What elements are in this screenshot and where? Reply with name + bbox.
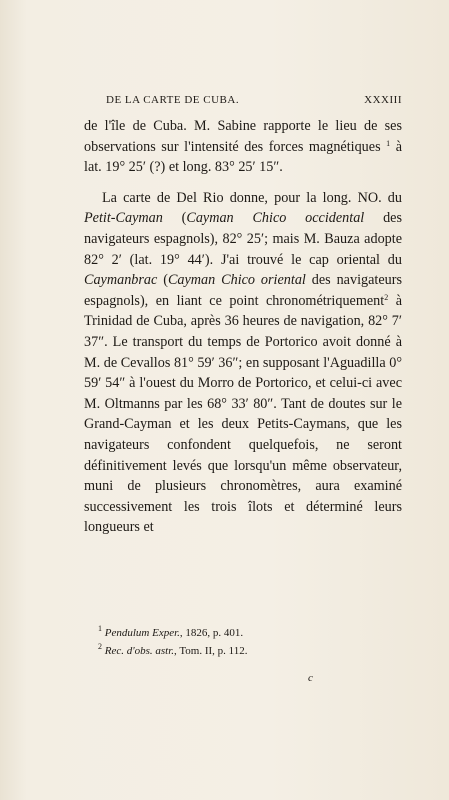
footnote-ref: 2	[384, 292, 389, 302]
signature-mark: c	[308, 672, 313, 684]
footnotes	[84, 624, 402, 660]
page-number: XXXIII	[364, 94, 402, 106]
body-text	[84, 116, 402, 538]
paragraph-del-rio: La carte de Del Rio donne, pour la long. NO. du Petit-Cayman (Cayman Chico occidental des navigateurs espagnols), 82° 25′; mais M. Bauza adopte 82° 2′ (lat. 19° 44′). J'ai trouvé le cap oriental du Caymanbrac (Cayman Chico oriental des navigateurs espagnols), en liant ce point chronométriquement$^2$ à Trinidad de Cuba, après 36 heures de navigation, 82° 7′ 37″. Le transport du temps de Portorico avoit donné à M. de Cevallos 81° 59′ 36″; en supposant l'Aguadilla 0° 59′ 54″ à l'ouest du Morro de Portorico, et celui-ci avec M. Oltmanns par les 68° 33′ 80″. Tant de doutes sur le Grand-Cayman et les deux Petits-Caymans, que les navigateurs confondent quelquefois, ne seront définitivement levés que lorsqu'un même observateur, muni de plusieurs chronomètres, aura examiné successivement les trois îlots et déterminé leurs longueurs et	[84, 189, 402, 536]
footnote-ref: 1	[386, 138, 391, 148]
running-title: DE LA CARTE DE CUBA.	[106, 94, 240, 106]
paragraph-continuation: de l'île de Cuba. M. Sabine rapporte le lieu de ses observations sur l'intensité des forces magnétiques $^1$ à lat. 19° 25′ (?) et long. 83° 25′ 15″.	[84, 118, 402, 176]
footnote: $^2$ Rec. d'obs. astr., Tom. II, p. 112.	[98, 642, 248, 657]
footnote: $^1$ Pendulum Exper., 1826, p. 401.	[98, 624, 244, 639]
